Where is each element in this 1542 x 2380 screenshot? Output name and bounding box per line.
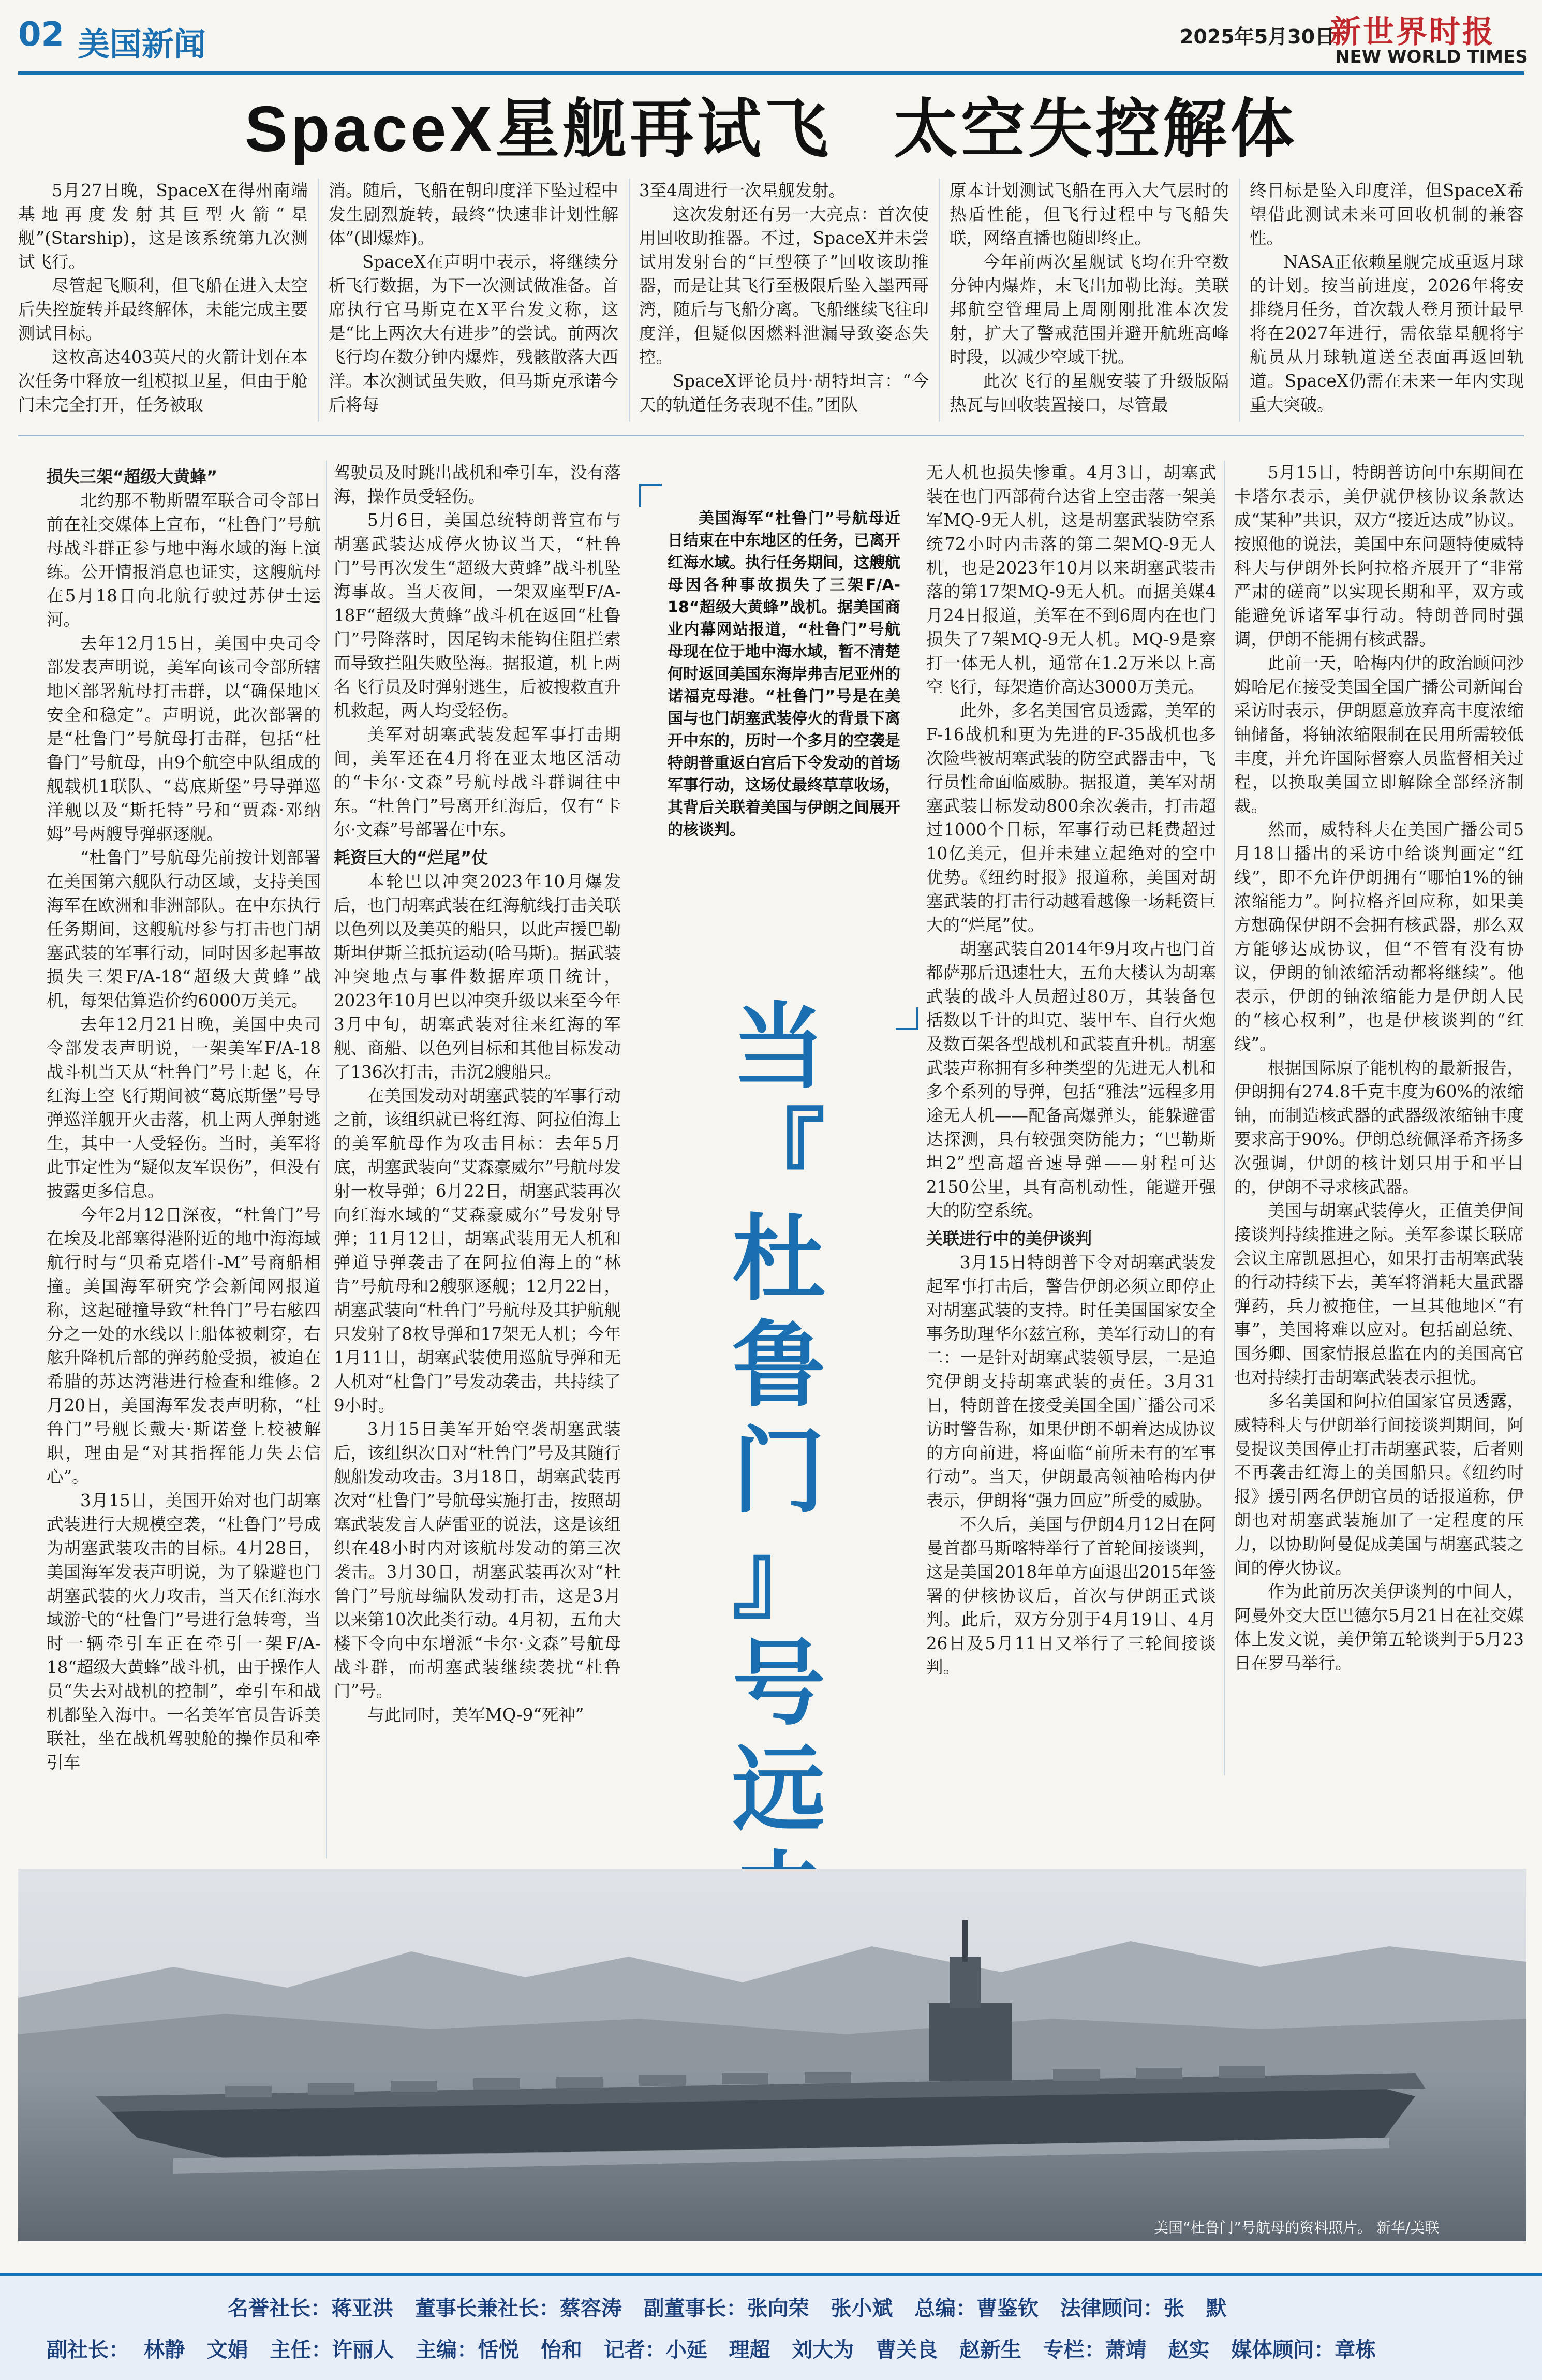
pullquote-text: 美国海军“杜鲁门”号航母近日结束在中东地区的任务，已离开红海水域。执行任务期间，这艘航母因各种事故损失了三架F/A-18“超级大黄蜂”战机。据美国商业内幕网站报道，“杜鲁门”号航母现在位于地中海水域，暂不清楚何时返回美国东海岸弗吉尼亚州的诺福克母港。“杜鲁门”号是在美国与也门胡塞武装停火的背景下离开中东的，历时一个多月的空袭是特朗普重返白宫后下令发动的首场军事行动，这场仗最终草草收场，其背后关联着美国与伊朗之间展开的核谈判。 [668, 509, 900, 839]
pullquote [668, 507, 900, 841]
paragraph: 5月15日，特朗普访问中东期间在卡塔尔表示，美伊就伊核协议条款达成“某种”共识，双方“接近达成”协议。按照他的说法，美国中东问题特使威特科夫与伊朗外长阿拉格齐展开了“非常严肃的磋商”以实现长期和平，双方或能避免诉诸军事行动。特朗普同时强调，伊朗不能拥有核武器。 [1234, 463, 1524, 649]
paragraph: NASA正依赖星舰完成重返月球的计划。按当前进度，2026年将安排绕月任务，首次载人登月预计最早将在2027年进行，需依靠星舰将宇航员从月球轨道送至表面再返回轨道。SpaceX仍需在未来一年内实现重大突破。 [1250, 252, 1524, 415]
staff-line-2: 副社长： 林静 文娟 主任：许丽人 主编：恬悦 怡和 记者：小延 理超 刘大为 曹关良 赵新生 专栏：萧靖 赵实 媒体顾问：章栋 [47, 2338, 1376, 2362]
column-divider [629, 179, 630, 422]
title-char: 号 [732, 1629, 825, 1738]
paragraph: SpaceX评论员丹·胡特坦言：“今天的轨道任务表现不佳。”团队 [639, 371, 929, 415]
title-char: 『 [732, 1098, 825, 1208]
paragraph: 此前一天，哈梅内伊的政治顾问沙姆哈尼在接受美国全国广播公司新闻台采访时表示，伊朗愿意放弃高丰度浓缩铀储备，将铀浓缩限制在民用所需较低丰度，并允许国际督察人员监督相关过程，以换取美国立即解除全部经济制裁。 [1234, 653, 1524, 816]
paragraph: 原本计划测试飞船在再入大气层时的热盾性能，但飞行过程中与飞船失联，网络直播也随即终止。 [950, 181, 1229, 248]
title-char: 当 [732, 992, 825, 1101]
paragraph: 此外，多名美国官员透露，美军的F-16战机和更为先进的F-35战机也多次险些被胡塞武装的防空武器击中，飞行员性命面临威胁。据报道，美军对胡塞武装目标发动800余次袭击，打击超过1000个目标，军事行动已耗费超过10亿美元，但并未建立起绝对的空中优势。《纽约时报》报道称，美国对胡塞武装的打击行动越看越像一场耗资巨大的“烂尾”仗。 [926, 701, 1216, 935]
spacex-column-5 [1250, 179, 1524, 422]
paragraph: 本轮巴以冲突2023年10月爆发后，也门胡塞武装在红海航线打击关联以色列以及美英的船只，以此声援巴勒斯坦伊斯兰抵抗运动(哈马斯)。据武装冲突地点与事件数据库项目统计，2023年10月巴以冲突升级以来至今年3月中旬，胡塞武装对往来红海的军舰、商船、以色列目标和其他目标发动了136次打击，击沉2艘船只。 [334, 872, 621, 1082]
paragraph: 5月6日，美国总统特朗普宣布与胡塞武装达成停火协议当天，“杜鲁门”号再次发生“超级大黄蜂”战斗机坠海事故。当天夜间，一架双座型F/A-18F“超级大黄蜂”战斗机在返回“杜鲁门”号降落时，因尾钩未能钩住阻拦索而导致拦阻失败坠海。据报道，机上两名飞行员及时弹射逃生，后被搜救直升机救起，两人均受轻伤。 [334, 510, 621, 721]
paragraph: 今年前两次星舰试飞均在升空数分钟内爆炸，末飞出加勒比海。美联邦航空管理局上周刚刚批准本次发射，扩大了警戒范围并避开航班高峰时段，以减少空域干扰。 [950, 252, 1229, 367]
column-divider [1224, 461, 1225, 1775]
column-divider [318, 179, 319, 422]
title-char: 杜 [732, 1204, 825, 1314]
paragraph: 无人机也损失惨重。4月3日，胡塞武装在也门西部荷台达省上空击落一架美军MQ-9无人机，这是胡塞武装防空系统72小时内击落的第二架MQ-9无人机，也是2023年10月以来胡塞武装击落的第17架MQ-9无人机。而据美媒4月24日报道，美军在不到6周内在也门损失了7架MQ-9无人机。MQ-9是察打一体无人机，通常在1.2万米以上高空飞行，每架造价高达3000万美元。 [926, 463, 1216, 697]
feature-title [701, 994, 856, 1949]
paragraph: 在美国发动对胡塞武装的军事行动之前，该组织就已将红海、阿拉伯海上的美军航母作为攻击目标：去年5月底，胡塞武装向“艾森豪威尔”号航母发射一枚导弹；6月22日，胡塞武装再次向红海水域的“艾森豪威尔”号发射导弹；11月12日，胡塞武装用无人机和弹道导弹袭击了在阿拉伯海上的“林肯”号航母和2艘驱逐舰；12月22日，胡塞武装向“杜鲁门”号航母及其护航舰只发射了8枚导弹和17架无人机；今年1月11日，胡塞武装使用巡航导弹和无人机对“杜鲁门”号发动袭击，共持续了9小时。 [334, 1086, 621, 1415]
section-separator [18, 435, 1524, 436]
paper-logo-english: NEW WORLD TIMES [1335, 47, 1528, 67]
article-column-2 [334, 461, 621, 1858]
paragraph: 然而，威特科夫在美国广播公司5月18日播出的采访中给谈判画定“红线”，即不允许伊朗拥有“哪怕1%的铀浓缩能力”。阿拉格齐回应称，如果美方想确保伊朗不会拥有核武器，那么双方能够达成协议，但“不管有没有协议，伊朗的铀浓缩活动都将继续”。他表示，伊朗的铀浓缩能力是伊朗人民的“核心权利”，也是伊核谈判的“红线”。 [1234, 820, 1524, 1054]
sub-heading: 关联进行中的美伊谈判 [926, 1229, 1092, 1248]
column-divider [1239, 179, 1240, 422]
spacex-column-2 [329, 179, 618, 422]
sub-heading: 损失三架“超级大黄蜂” [47, 467, 218, 487]
header-rule [18, 71, 1524, 75]
paragraph: 3月15日，美国开始对也门胡塞武装进行大规模空袭，“杜鲁门”号成为胡塞武装攻击的目标。4月28日，美国海军发表声明说，为了躲避也门胡塞武装的火力攻击，当天在红海水域游弋的“杜鲁门”号进行急转弯，当时一辆牵引车正在牵引一架F/A-18“超级大黄蜂”战斗机，由于操作人员“失去对战机的控制”，牵引车和战机都坠入海中。一名美军官员告诉美联社，坐在战机驾驶舱的操作员和牵引车 [47, 1491, 321, 1772]
staff-footer [0, 2273, 1542, 2380]
headline-part-1: SpaceX星舰再试飞 [244, 94, 832, 165]
article-column-3 [926, 461, 1216, 1775]
paragraph: 北约那不勒斯盟军联合司令部日前在社交媒体上宣布，“杜鲁门”号航母战斗群正参与地中海水域的海上演练。公开情报消息也证实，这艘航母在5月18日向北航行驶过苏伊士运河。 [47, 491, 321, 629]
title-char: 鲁 [732, 1311, 825, 1420]
paragraph: 去年12月15日，美国中央司令部发表声明说，美军向该司令部所辖地区部署航母打击群，以“确保地区安全和稳定”。声明说，此次部署的是“杜鲁门”号航母打击群，包括“杜鲁门”号航母，由9个航空中队组成的舰载机1联队、“葛底斯堡”号导弹巡洋舰以及“斯托特”号和“贾森·邓纳姆”号两艘导弹驱逐舰。 [47, 634, 321, 844]
sub-heading: 耗资巨大的“烂尾”仗 [334, 848, 488, 868]
article-column-4 [1234, 461, 1524, 1775]
article-column-1 [47, 461, 321, 1858]
spacex-column-3 [639, 179, 929, 422]
column-divider [939, 179, 940, 422]
paragraph: 此次飞行的星舰安装了升级版隔热瓦与回收装置接口，尽管最 [950, 371, 1229, 415]
page-number: 02 [18, 16, 65, 54]
paragraph: 胡塞武装自2014年9月攻占也门首都萨那后迅速壮大，五角大楼认为胡塞武装的战斗人员超过80万，其装备包括数以千计的坦克、装甲车、自行火炮及数百架各型战机和武装直升机。胡塞武装声称拥有多种类型的先进无人机和多个系列的导弹，包括“雅法”远程多用途无人机——配备高爆弹头，能躲避雷达探测，具有较强突防能力；“巴勒斯坦2”型高超音速导弹——射程可达2150公里，具有高机动性，能避开强大的防空系统。 [926, 939, 1216, 1221]
section-title: 美国新闻 [78, 25, 206, 63]
paragraph: 消。随后，飞船在朝印度洋下坠过程中发生剧烈旋转，最终“快速非计划性解体”(即爆炸)。 [329, 181, 618, 248]
paragraph: 3月15日美军开始空袭胡塞武装后，该组织次日对“杜鲁门”号及其随行舰船发动攻击。3月18日，胡塞武装再次对“杜鲁门”号航母实施打击，按照胡塞武装发言人萨雷亚的说法，这是该组织在48小时内对该航母发动的第三次袭击。3月30日，胡塞武装再次对“杜鲁门”号航母编队发动打击，这是3月以来第10次此类行动。4月初，五角大楼下令向中东增派“卡尔·文森”号航母战斗群，而胡塞武装继续袭扰“杜鲁门”号。 [334, 1419, 621, 1701]
paragraph: 不久后，美国与伊朗4月12日在阿曼首都马斯喀特举行了首轮间接谈判，这是美国2018年单方面退出2015年签署的伊核协议后，首次与伊朗正式谈判。此后，双方分别于4月19日、4月26日及5月11日又举行了三轮间接谈判。 [926, 1515, 1216, 1677]
carrier-illustration [18, 1869, 1526, 2241]
paragraph: 根据国际原子能机构的最新报告，伊朗拥有274.8千克丰度为60%的浓缩铀，而制造核武器的武器级浓缩铀丰度要求高于90%。伊朗总统佩泽希齐扬多次强调，伊朗的核计划只用于和平目的，伊朗不寻求核武器。 [1234, 1058, 1524, 1197]
paragraph: SpaceX在声明中表示，将继续分析飞行数据，为下一次测试做准备。首席执行官马斯克在X平台发文称，这是“比上两次大有进步”的尝试。前两次飞行均在数分钟内爆炸，残骸散落大西洋。本次测试虽失败，但马斯克承诺今后将每 [329, 252, 618, 415]
issue-date: 2025年5月30日 [1180, 25, 1335, 48]
paper-logo: 新世界时报 [1330, 14, 1495, 50]
paragraph: 多名美国和阿拉伯国家官员透露，威特科夫与伊朗举行间接谈判期间，阿曼提议美国停止打击胡塞武装，后者则不再袭击红海上的美国船只。《纽约时报》援引两名伊朗官员的话报道称，伊朗也对胡塞武装施加了一定程度的压力，以协助阿曼促成美国与胡塞武装之间的停火协议。 [1234, 1391, 1524, 1578]
paragraph: “杜鲁门”号航母先前按计划部署在美国第六舰队行动区域，支持美国海军在欧洲和非洲部队。在中东执行任务期间，这艘航母参与打击也门胡塞武装的军事行动，同时因多起事故损失三架F/A-18“超级大黄蜂”战机，每架估算造价约6000万美元。 [47, 848, 321, 1010]
title-char: 门 [732, 1417, 825, 1526]
paragraph: 美军对胡塞武装发起军事打击期间，美军还在4月将在亚太地区活动的“卡尔·文森”号航母战斗群调往中东。“杜鲁门”号离开红海后，仅有“卡尔·文森”号部署在中东。 [334, 725, 621, 840]
carrier-photo [18, 1869, 1526, 2241]
spacex-column-1 [18, 179, 308, 422]
paragraph: 5月27日晚，SpaceX在得州南端基地再度发射其巨型火箭“星舰”(Starship)，这是该系统第九次测试飞行。 [18, 181, 308, 272]
title-char: 』 [732, 1523, 825, 1632]
paragraph: 这次发射还有另一大亮点：首次使用回收助推器。不过，SpaceX并未尝试用发射台的“巨型筷子”回收该助推器，而是让其飞行至极限后坠入墨西哥湾，随后与飞船分离。飞船继续飞往印度洋，但疑似因燃料泄漏导致姿态失控。 [639, 204, 929, 367]
paragraph: 尽管起飞顺利，但飞船在进入太空后失控旋转并最终解体，未能完成主要测试目标。 [18, 276, 308, 343]
island-superstructure [929, 2003, 1012, 2081]
frame-corner [896, 1007, 918, 1030]
column-divider [326, 461, 327, 1858]
staff-line-1: 名誉社长：蒋亚洪 董事长兼社长：蔡容涛 副董事长：张向荣 张小斌 总编：曹鉴钦 法律顾问：张 默 [228, 2297, 1227, 2320]
paragraph: 这枚高达403英尺的火箭计划在本次任务中释放一组模拟卫星，但由于舱门未完全打开，任务被取 [18, 347, 308, 415]
spacex-headline [0, 78, 1542, 170]
paragraph: 驾驶员及时跳出战机和牵引车，没有落海，操作员受轻伤。 [334, 463, 621, 506]
paragraph: 美国与胡塞武装停火，正值美伊间接谈判持续推进之际。美军参谋长联席会议主席凯恩担心，如果打击胡塞武装的行动持续下去，美军将消耗大量武器弹药，兵力被拖住，一旦其他地区“有事”，美国将难以应对。包括副总统、国务卿、国家情报总监在内的美国高官也对持续打击胡塞武装表示担忧。 [1234, 1201, 1524, 1387]
island-mast [950, 1957, 981, 2008]
antenna [962, 1920, 968, 1962]
paragraph: 3月15日特朗普下令对胡塞武装发起军事打击后，警告伊朗必须立即停止对胡塞武装的支持。时任美国国家安全事务助理华尔兹宣称，美军行动目的有二：一是针对胡塞武装领导层，二是追究伊朗支持胡塞武装的责任。3月31日，特朗普在接受美国全国广播公司采访时警告称，如果伊朗不朝着达成协议的方向前进，将面临“前所未有的军事行动”。当天，伊朗最高领袖哈梅内伊表示，伊朗将“强力回应”所受的威胁。 [926, 1253, 1216, 1510]
photo-caption: 美国“杜鲁门”号航母的资料照片。 新华/美联 [1154, 2219, 1440, 2236]
paragraph: 作为此前历次美伊谈判的中间人，阿曼外交大臣巴德尔5月21日在社交媒体上发文说，美伊第五轮谈判于5月23日在罗马举行。 [1234, 1582, 1524, 1673]
paragraph: 去年12月21日晚，美国中央司令部发表声明说，一架美军F/A-18战斗机当天从“杜鲁门”号上起飞，在红海上空飞行期间被“葛底斯堡”号导弹巡洋舰开火击落，机上两人弹射逃生，其中一人受轻伤。当时，美军将此事定性为“疑似友军误伤”，但没有披露更多信息。 [47, 1015, 321, 1201]
spacex-column-4 [950, 179, 1229, 422]
title-char: 远 [732, 1735, 825, 1844]
paragraph: 3至4周进行一次星舰发射。 [639, 181, 846, 200]
paragraph: 今年2月12日深夜，“杜鲁门”号在埃及北部塞得港附近的地中海海域航行时与“贝希克塔什-M”号商船相撞。美国海军研究学会新闻网报道称，这起碰撞导致“杜鲁门”号右舷四分之一处的水线以上船体被刺穿，右舷升降机后部的弹药舱受损，被迫在希腊的苏达湾港进行检查和维修。2月20日，美国海军发表声明称，“杜鲁门”号舰长戴夫·斯诺登上校被解职，理由是“对其指挥能力失去信心”。 [47, 1205, 321, 1487]
paragraph: 终目标是坠入印度洋，但SpaceX希望借此测试未来可回收机制的兼容性。 [1250, 181, 1524, 248]
paragraph: 与此同时，美军MQ-9“死神” [367, 1705, 584, 1725]
frame-corner [639, 484, 662, 507]
headline-part-2: 太空失控解体 [894, 94, 1298, 165]
